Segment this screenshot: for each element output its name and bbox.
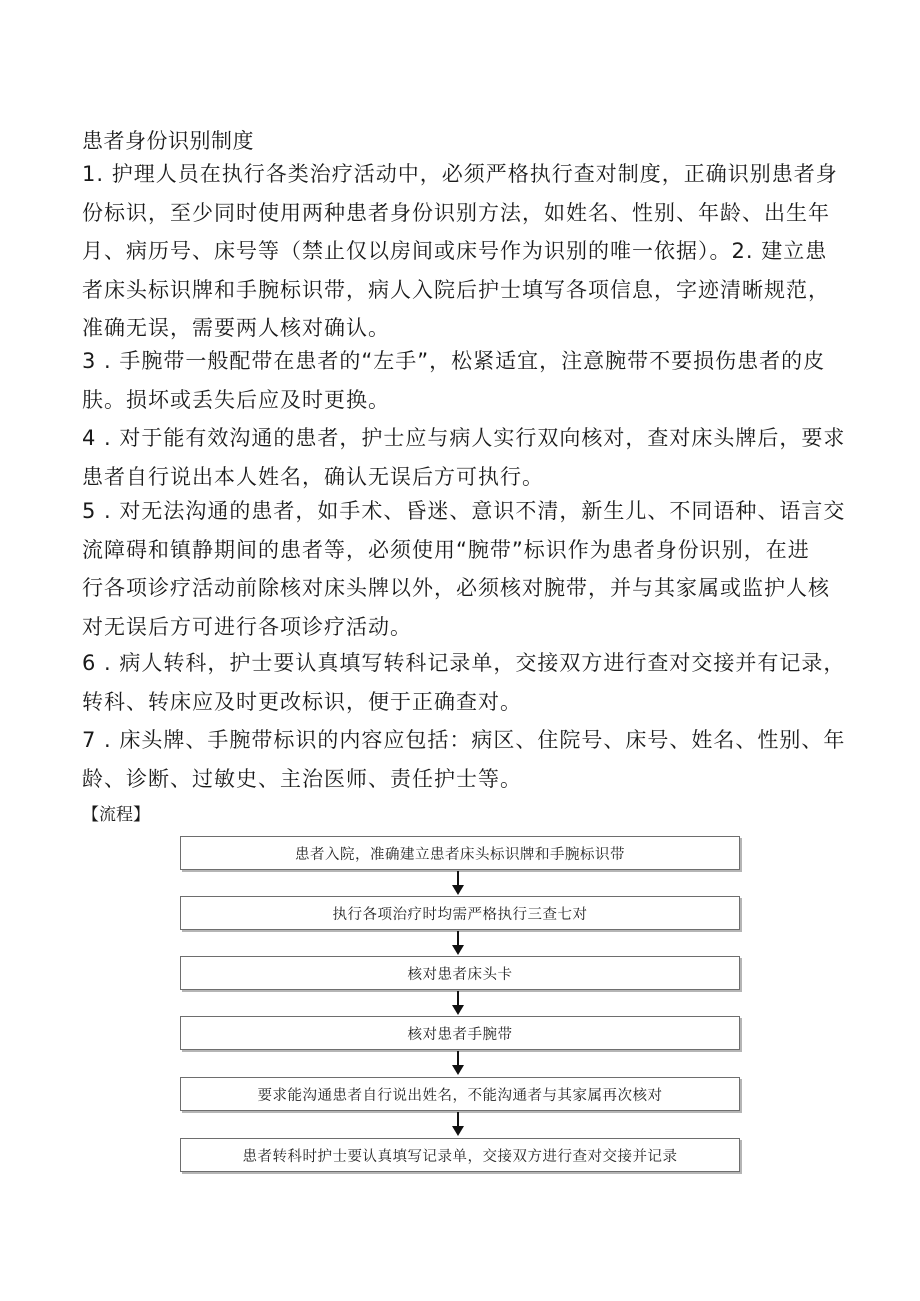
- text-line: 行各项诊疗活动前除核对床头牌以外，必须核对腕带，并与其家属或监护人核: [82, 576, 830, 600]
- flow-step: 患者转科时护士要认真填写记录单，交接双方进行查对交接并记录: [180, 1138, 740, 1172]
- paragraph-3: [82, 342, 834, 419]
- paragraph-5: [82, 492, 846, 646]
- flow-label: 【流程】: [82, 805, 150, 825]
- text-line: 龄、诊断、过敏史、主治医师、责任护士等。: [82, 766, 522, 791]
- flow-step: 核对患者手腕带: [180, 1016, 740, 1050]
- flow-step: 要求能沟通患者自行说出姓名，不能沟通者与其家属再次核对: [180, 1077, 740, 1111]
- text-line: 6 . 病人转科，护士要认真填写转科记录单，交接双方进行查对交接并有记录，: [82, 651, 846, 675]
- text-line: 对无误后方可进行各项诊疗活动。: [82, 614, 412, 639]
- text-line: 流障碍和镇静期间的患者等，必须使用“腕带”标识作为患者身份识别，在进: [82, 537, 810, 562]
- text-line: 1. 护理人员在执行各类治疗活动中，必须严格执行查对制度，正确识别患者身: [82, 162, 838, 186]
- down-arrow-icon: [452, 871, 464, 895]
- text-line: 7 . 床头牌、手腕带标识的内容应包括：病区、住院号、床号、姓名、性别、年: [82, 728, 846, 752]
- text-line: 月、病历号、床号等（禁止仅以房间或床号作为识别的唯一依据）。2. 建立患: [82, 239, 828, 263]
- text-line: 4 . 对于能有效沟通的患者，护士应与病人实行双向核对，查对床头牌后，要求: [82, 426, 846, 450]
- paragraph-1: [82, 155, 838, 348]
- text-line: 3 . 手腕带一般配带在患者的“左手”，松紧适宜，注意腕带不要损伤患者的皮: [82, 349, 826, 373]
- paragraph-4: [82, 419, 846, 496]
- text-line: 者床头标识牌和手腕标识带，病人入院后护士填写各项信息，字迹清晰规范，: [82, 277, 830, 302]
- paragraph-6: [82, 644, 846, 721]
- flow-step: 患者入院，准确建立患者床头标识牌和手腕标识带: [180, 836, 740, 870]
- down-arrow-icon: [452, 1051, 464, 1075]
- flow-step: 核对患者床头卡: [180, 956, 740, 990]
- document-title: 患者身份识别制度: [82, 129, 254, 153]
- flow-step: 执行各项治疗时均需严格执行三查七对: [180, 896, 740, 930]
- text-line: 患者自行说出本人姓名，确认无误后方可执行。: [82, 464, 544, 489]
- down-arrow-icon: [452, 931, 464, 955]
- down-arrow-icon: [452, 1112, 464, 1136]
- text-line: 准确无误，需要两人核对确认。: [82, 316, 390, 340]
- down-arrow-icon: [452, 991, 464, 1015]
- text-line: 转科、转床应及时更改标识，便于正确查对。: [82, 689, 522, 714]
- paragraph-7: [82, 721, 846, 798]
- text-line: 肤。损坏或丢失后应及时更换。: [82, 387, 390, 412]
- text-line: 5 . 对无法沟通的患者，如手术、昏迷、意识不清，新生儿、不同语种、语言交: [82, 499, 846, 523]
- text-line: 份标识，至少同时使用两种患者身份识别方法，如姓名、性别、年龄、出生年: [82, 200, 830, 225]
